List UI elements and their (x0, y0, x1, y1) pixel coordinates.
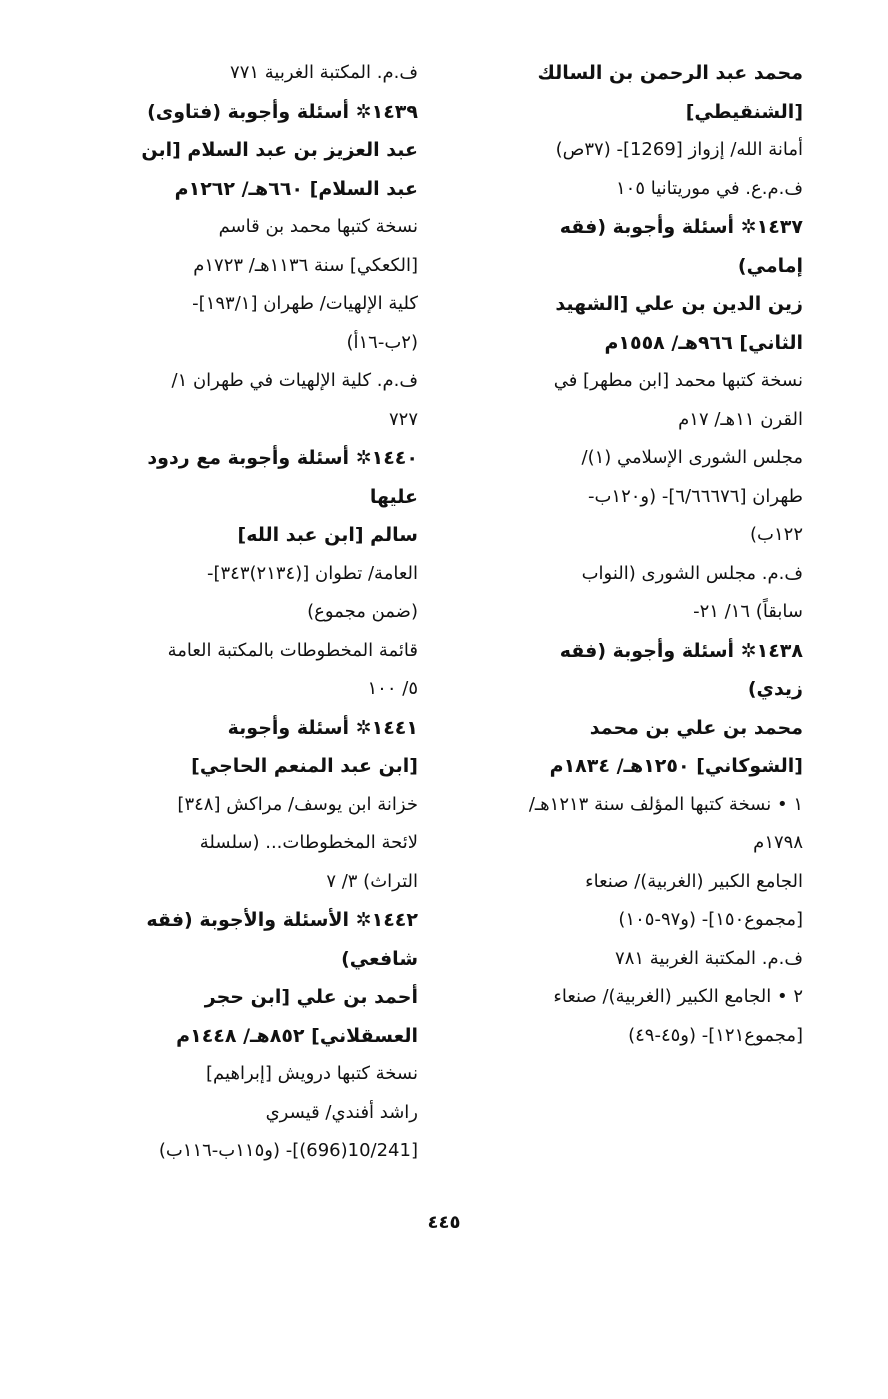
entry-text-line: ١٢٢ب) (750, 524, 803, 545)
entry-text-line: ف.م. المكتبة الغربية ٧٨١ (615, 947, 803, 969)
entry-heading-line: ١٤٤١✲ أسئلة وأجوبة (227, 716, 418, 739)
entry-text-line: [مجموع١٥٠]- (و٩٧-١٠٥) (618, 909, 803, 930)
entry-heading-line: الثاني] ٩٦٦هـ/ ١٥٥٨م (604, 331, 803, 354)
entry-text-line: كلية الإلهيات/ طهران [١٩٣/١]- (192, 293, 418, 314)
entry-text-line: لائحة المخطوطات... (سلسلة (199, 832, 418, 853)
entry-text-line: طهران [٦/٦٦٦٧٦]- (و١٢٠ب- (587, 485, 803, 507)
entry-heading-line: أحمد بن علي [ابن حجر (204, 986, 418, 1008)
right-column (473, 54, 803, 1055)
page-number: ٤٤٥ (427, 1212, 461, 1233)
entry-text-line: ف.م. كلية الإلهيات في طهران ١/ (171, 370, 418, 391)
entry-text-line: ٧٢٧ (388, 408, 418, 430)
entry-heading-line: [ابن عبد المنعم الحاجي] (191, 755, 418, 777)
entry-text-line: ١٧٩٨م (753, 832, 803, 853)
entry-heading-line: سالم [ابن عبد الله] (237, 524, 418, 546)
entry-text-line: العامة/ تطوان [(٢١٣٤)٣٤٣]- (206, 562, 418, 584)
entry-text-line: ٢ • الجامع الكبير (الغربية)/ صنعاء (553, 986, 803, 1007)
entry-heading-line: ١٤٤٠✲ أسئلة وأجوبة مع ردود (147, 447, 418, 469)
entry-heading-line: [الشنقيطي] (685, 100, 803, 123)
entry-text-line: (٢ب-١٦أ) (346, 331, 418, 353)
entry-heading-line: عبد العزيز بن عبد السلام [ابن (141, 139, 418, 161)
entry-text-line: [مجموع١٢١]- (و٤٥-٤٩) (628, 1024, 803, 1046)
entry-text-line: سابقاً) ١٦/ ٢١- (693, 601, 803, 622)
entry-text-line: ف.م. المكتبة الغربية ٧٧١ (230, 62, 418, 83)
entry-text-line: [10/241(696)]- (و١١٥ب-١١٦ب) (158, 1140, 418, 1161)
entry-heading-line: ١٤٣٧✲ أسئلة وأجوبة (فقه (559, 216, 803, 238)
entry-text-line: التراث) ٣/ ٧ (326, 870, 418, 892)
entry-heading-line: عبد السلام] ٦٦٠هـ/ ١٢٦٢م (174, 177, 418, 200)
entry-heading-line: ١٤٤٢✲ الأسئلة والأجوبة (فقه (146, 909, 418, 931)
entry-heading-line: زيدي) (747, 678, 803, 700)
entry-text-line: نسخة كتبها محمد [ابن مطهر] في (553, 370, 803, 391)
entry-heading-line: إمامي) (737, 254, 803, 277)
left-column (88, 54, 418, 1171)
entry-heading-line: ١٤٣٨✲ أسئلة وأجوبة (فقه (559, 639, 803, 662)
entry-heading-line: محمد بن علي بن محمد (589, 716, 803, 739)
entry-text-line: قائمة المخطوطات بالمكتبة العامة (167, 639, 418, 661)
entry-text-line: ٥/ ١٠٠ (367, 678, 418, 699)
entry-heading-line: زين الدين بن علي [الشهيد (555, 293, 803, 315)
entry-text-line: ف.م. مجلس الشورى (النواب (581, 562, 803, 584)
entry-heading-line: ١٤٣٩✲ أسئلة وأجوبة (فتاوى) (147, 100, 418, 123)
entry-text-line: أمانة الله/ إزواز [1269]- (٣٧ص) (555, 139, 803, 160)
entry-heading-line: [الشوكاني] ١٢٥٠هـ/ ١٨٣٤م (549, 755, 803, 777)
entry-text-line: نسخة كتبها درويش [إبراهيم] (206, 1063, 418, 1084)
entry-text-line: راشد أفندي/ قيسري (265, 1101, 418, 1123)
entry-heading-line: عليها (369, 485, 418, 508)
entry-heading-line: شافعي) (341, 947, 418, 970)
entry-heading-line: العسقلاني] ٨٥٢هـ/ ١٤٤٨م (176, 1024, 418, 1047)
entry-text-line: ١ • نسخة كتبها المؤلف سنة ١٢١٣هـ/ (528, 793, 803, 815)
entry-text-line: (ضمن مجموع) (307, 601, 418, 622)
entry-heading-line: محمد عبد الرحمن بن السالك (537, 62, 803, 84)
entry-text-line: نسخة كتبها محمد بن قاسم (218, 216, 418, 237)
entry-text-line: الجامع الكبير (الغربية)/ صنعاء (585, 870, 803, 892)
entry-text-line: ف.م.ع. في موريتانيا ١٠٥ (616, 177, 803, 199)
entry-text-line: خزانة ابن يوسف/ مراكش [٣٤٨] (177, 793, 418, 815)
entry-text-line: مجلس الشورى الإسلامي (١)/ (581, 447, 803, 468)
entry-text-line: القرن ١١هـ/ ١٧م (678, 408, 803, 430)
entry-text-line: [الكعكي] سنة ١١٣٦هـ/ ١٧٢٣م (193, 254, 418, 276)
